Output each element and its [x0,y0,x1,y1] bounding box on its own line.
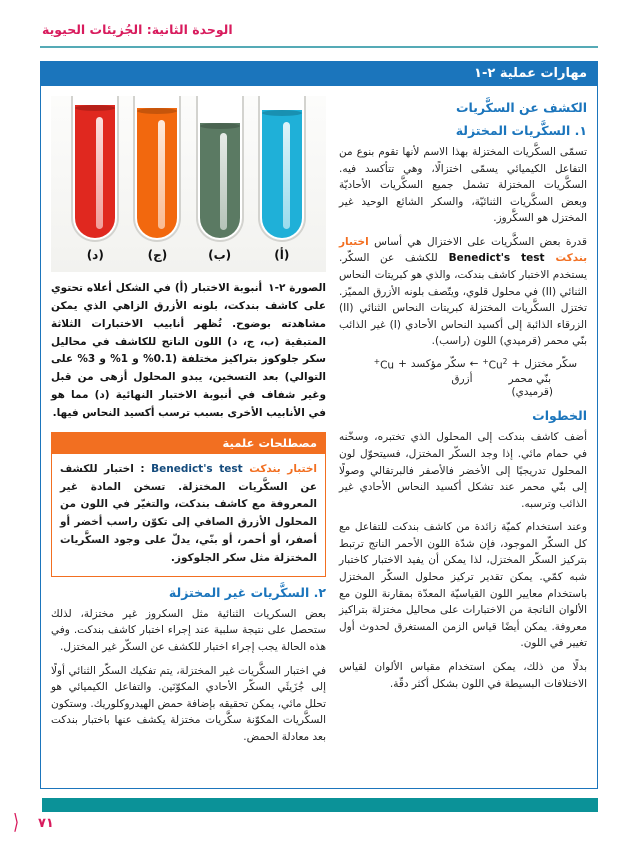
science-terms-definition [52,454,325,576]
tube-label: (د) [86,248,104,262]
text-column-right [339,92,587,788]
result-green [200,123,240,238]
test-tube-c [133,96,181,262]
reactant-reducing-sugar: سكّر مختزل [524,358,577,371]
steps-paragraph-1: أضف كاشف بندكت إلى المحلول الذي تختبره، وسخّنه في حمام مائي. إذا وجد السكّر المختزل، فسيتحوّل لون المحلول تدريجيًا إلى الأخضر فالأصفر فالبرتقالي وصولًا إلى بنّي محمر عند تشكل أكسيد النحاس الأحادي غير الذائب وترسبه. [339,431,587,510]
benedict-term-english: Benedict's test [437,252,556,265]
practical-skills-panel [40,61,598,789]
label-blue: أزرق [451,373,473,386]
figure-caption-label: الصورة ٢-١ [268,282,326,294]
steps-paragraph-2: وعند استخدام كميّة زائدة من كاشف بندكت للتفاعل مع كل السكّر الموجود، فإن شدّة اللون الأحمر الناتج ترتبط بتركيز السكّر المختزل، لذا يمكن أن يفيد الاختبار كاختبار شبه كمّي. يمكن تقدير تركيز محلول السكّر المختزل باستخدام معايير اللون القياسيّة المعدّة بمقارنة اللون مع الألوان الناتجة من الاختبارات على محاليل مختزلة بتراكيز معروفة. يمكن أيضًا قياس الزمن المستغرق لحدوث أول تغيير في اللون. [339,521,587,650]
benedict-reaction-equation [339,357,577,399]
text-column-left [51,92,326,788]
benedict-solution-blue [262,110,302,238]
plus-sign: + [511,358,521,371]
section2-paragraph-1: بعض السكريات الثنائية مثل السكروز غير مختزلة، لذلك ستحصل على نتيجة سلبية عند إجراء اختبار كاشف بندكت. وفي هذه الحالة يجب إجراء اختبار للكشف عن السكّر غير المختزل. [51,607,326,653]
tube-label: (ج) [147,248,168,262]
tube-glass [196,96,244,242]
copper-i-ion: Cu+ [373,356,395,372]
definition-text: : اختبار للكشف عن السكَّريات المختزلة. تسخن المادة غير المعروفة مع كاشف بندكت، والتغيّر في اللون من المحلول الأزرق الصافي إلى تكوّن راسب أخضر أو أصفر، أو أحمر، أو بنّي، يدلّ على وجود السكَّريات المختزلة مثل سكر الجلوكوز. [60,462,317,564]
header-rule [40,46,598,48]
science-terms-box [51,432,326,577]
plus-sign: + [398,358,407,371]
section1-heading: ١. السكَّريات المختزلة [455,123,587,138]
label-red-brown: بنّي محمر [508,373,551,386]
tube-label: (أ) [274,248,290,262]
test-tubes-photo [51,96,326,272]
section1-paragraph-1: تسمّى السكَّريات المختزلة بهذا الاسم لأنها تقوم بنوع من التفاعل الكيميائي يسمّى اختزالًا، وهي تتأكسد فيه. السكَّريات المختزلة تشمل جميع السكَّريات الأحاديّة وبعض السكَّريات الثنائيّة، والسكر الشائع الوحيد غير المختزل هو السكَّروز. [339,146,587,225]
footer-bar [42,798,598,812]
steps-paragraph-3: بدلًا من ذلك، يمكن استخدام مقياس الألوان لقياس الاختلافات البسيطة في اللون بشكل أكثر دقّة. [339,660,587,690]
tube-label: (ب) [208,248,232,262]
paragraph-text: للكشف عن السكّر. يستخدم الاختبار كاشف بندكت، والذي هو كبريتات النحاس الثنائي (II) في محلول قلوي، ويتّصف بلونه الأزرق المميّز. تختزل السكَّريات المختزلة كبريتات النحاس الثنائي (II) الزرقاء الذائبة إلى أكسيد النحاس الأحادي (I) غير الذائب بنّي محمر (قرميدي) اللون (راسب). [339,252,588,348]
figure-caption [51,280,326,423]
test-tube-d [71,96,119,262]
benedict-term-english: Benedict's test [151,462,250,475]
benedict-term-arabic: اختبار بندكت [249,462,318,475]
color-labels-line [339,373,577,385]
tube-glass [258,96,306,242]
science-terms-title: مصطلحات علمية [52,433,325,454]
figure-caption-text: أنبوبة الاختبار (أ) في الشكل أعلاه تحتوي على كاشف بندكت، بلونه الأزرق الزاهي الذي يمكن مشاهدته بوضوح. تُظهر أنابيب الاختبارات الثلاثة المتبقية (ب، ج، د) اللون الناتج للكاشف في محاليل سكر جلوكوز بتراكيز مختلفة (0.1% و 1% و 3% على التوالي) بعد التسخين، يبدو المحلول أزهى من قبل وغير شفاف في أنبوبة الاختبار النهائية (د) مما هو في الأنابيب الأخرى بسبب ترسب أكسيد النحاس فيها. [51,282,327,419]
benedict-term-arabic: اختبار بندكت [339,235,588,265]
tube-glass [133,96,181,242]
result-red [75,105,115,238]
copper-ii-ion: $Cu^{2+}$ [482,356,508,372]
product-oxidized-sugar: سكّر مؤكسد [410,358,466,371]
tube-glass [71,96,119,242]
test-tube-b [196,96,244,262]
panel-body [41,86,597,788]
section2-heading: ٢. السكَّريات غير المختزلة [168,584,326,600]
panel-title: مهارات عملية ٢-١ [41,62,597,86]
test-tube-a [258,96,306,262]
reaction-line [339,357,577,372]
page-number: ٧١ [38,816,54,831]
label-brick: (قرميدي) [511,386,553,399]
prev-page-chevron-icon: ⟨ [13,810,20,834]
steps-heading: الخطوات [532,408,587,424]
main-heading: الكشف عن السكَّريات [455,100,587,115]
section2-paragraph-2: في اختبار السكَّريات غير المختزلة، يتم تفكيك السكّر الثنائي أولًا إلى جُزَيئَي السكّر الأحادي المكوّنَين. والتفاعل الكيميائي هو تحلل مائي، يمكن تحقيقه بإضافة حمض الهيدروكلوريك. وستكون السكَّريات المكوّنة سكَّريات مختزلة يكشف عنها باختبار بندكت بعد معادلة الحمض. [51,664,326,743]
section1-paragraph-2 [339,234,587,350]
result-orange [137,108,177,238]
paragraph-text: قدرة بعض السكَّريات على الاختزال هي أساس [368,235,587,248]
unit-header: الوحدة الثانية: الجُزيئات الحيوية [42,22,233,37]
reaction-arrow: ← [469,358,479,371]
